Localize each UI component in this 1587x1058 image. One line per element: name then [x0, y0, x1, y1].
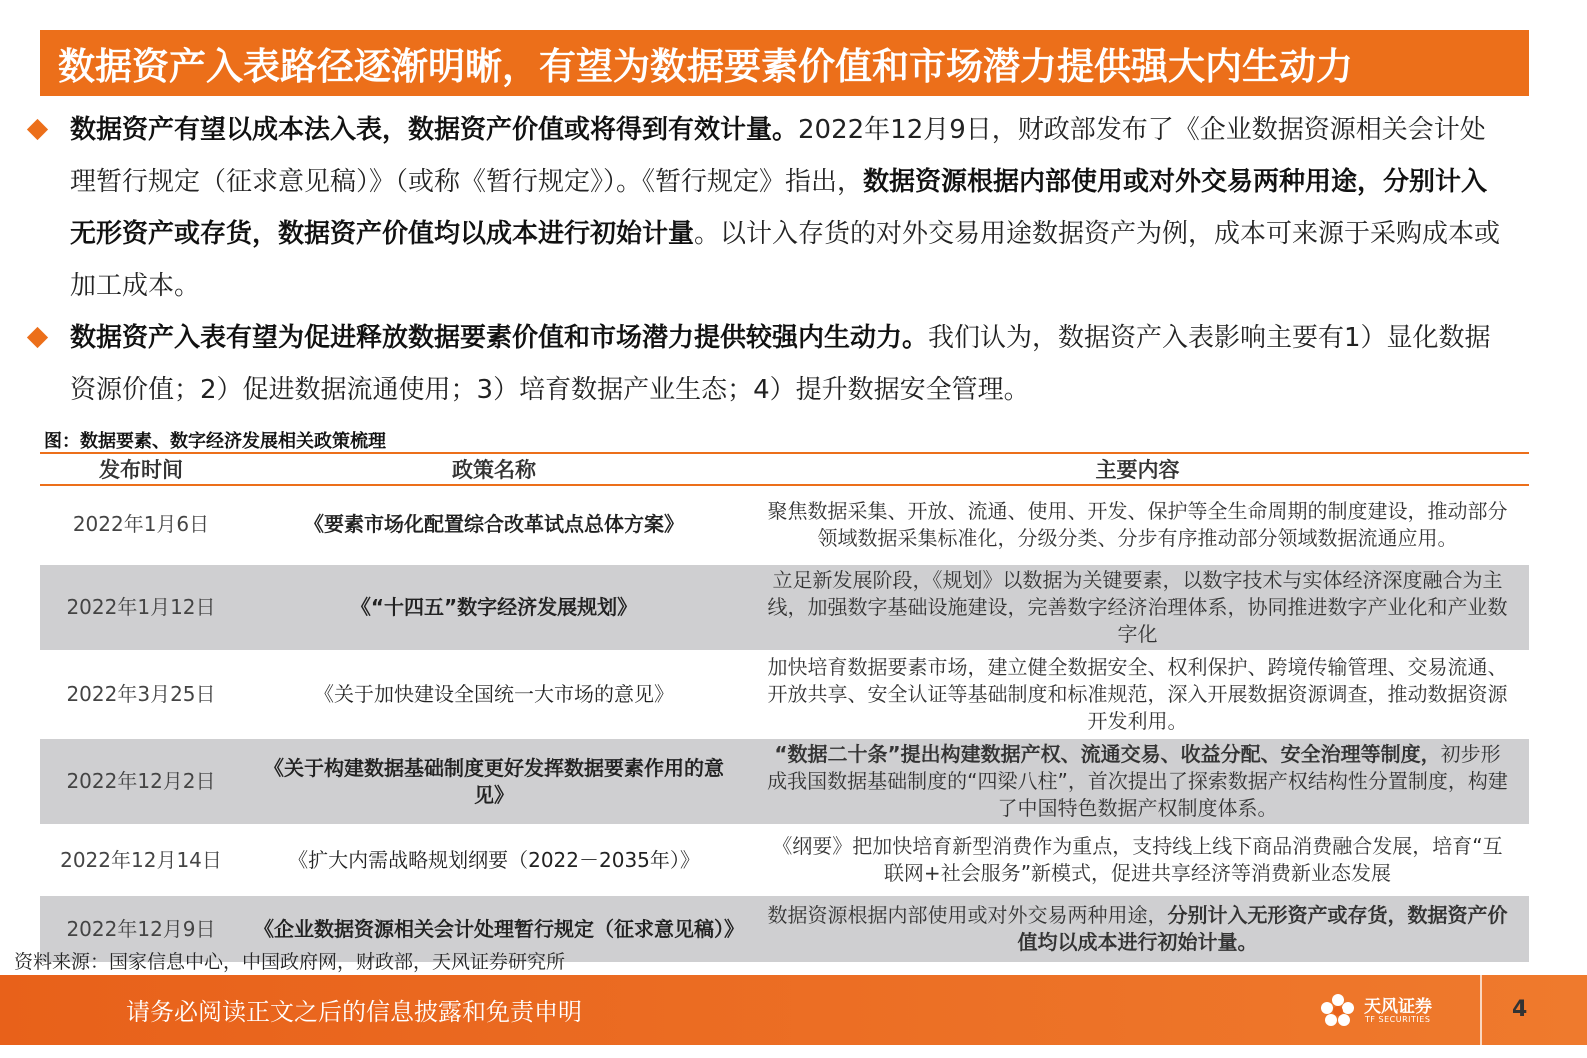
- table-row: [40, 651, 1529, 738]
- page-title: [40, 30, 1529, 96]
- bullet-item: [26, 312, 1506, 416]
- tf-flower-logo-icon: [1318, 991, 1358, 1031]
- cell-policy-name: 《扩大内需战略规划纲要（2022－2035年）》: [242, 825, 746, 895]
- figure-title: 图：数据要素、数字经济发展相关政策梳理: [44, 431, 386, 452]
- column-header-date: 发布时间: [40, 453, 242, 485]
- cell-date: 2022年12月14日: [40, 825, 242, 895]
- cell-date: 2022年12月2日: [40, 738, 242, 825]
- disclaimer-text: 请务必阅读正文之后的信息披露和免责申明: [126, 998, 582, 1026]
- cell-content-bold: 分别计入无形资产或存货，数据资产价值均以成本进行初始计量。: [1017, 903, 1508, 954]
- page-number: 4: [1512, 997, 1528, 1022]
- cell-content-text: 《纲要》把加快培育新型消费作为重点，支持线上线下商品消费融合发展，培育“互联网+社会服务”新模式，促进共享经济等消费新业态发展: [772, 834, 1503, 885]
- logo-cn-text: 天风证券: [1364, 997, 1432, 1017]
- bullet-bold-text: 数据资产有望以成本法入表，数据资产价值或将得到有效计量。: [70, 115, 799, 145]
- cell-content: [746, 738, 1529, 825]
- bullet-text: 2022年12月9日，财政部发布了《企业数据资源相关会计处理暂行规定（征求意见稿）》（或称《暂行规定》）。《暂行规定》指出，: [70, 115, 1486, 197]
- cell-content-text: 初步形成我国数据基础制度的“四梁八柱”，首次提出了探索数据产权结构性分置制度，构建了中国特色数据产权制度体系。: [767, 742, 1508, 820]
- cell-content-text: 加快培育数据要素市场，建立健全数据安全、权利保护、跨境传输管理、交易流通、开放共享、安全认证等基础制度和标准规范，深入开展数据资源调查，推动数据资源开发利用。: [767, 655, 1508, 733]
- bullet-bold-text: 数据资源根据内部使用或对外交易两种用途，分别计入无形资产或存货，数据资产价值均以成本进行初始计量: [70, 167, 1488, 249]
- logo-en-text: TF SECURITIES: [1365, 1015, 1431, 1024]
- cell-content-text: 聚焦数据采集、开放、流通、使用、开发、保护等全生命周期的制度建设，推动部分领域数据采集标准化，分级分类、分步有序推动部分领域数据流通应用。: [767, 498, 1508, 550]
- bullet-list: [26, 104, 1506, 416]
- cell-date: 2022年3月25日: [40, 651, 242, 738]
- cell-date: 2022年1月6日: [40, 485, 242, 564]
- policy-table: [40, 452, 1529, 964]
- bullet-text: 。以计入存货的对外交易用途数据资产为例，成本可来源于采购成本或加工成本。: [70, 219, 1501, 301]
- page-title-text: 数据资产入表路径逐渐明晰，有望为数据要素价值和市场潜力提供强大内生动力: [58, 45, 1353, 88]
- cell-date: 2022年12月9日: [40, 895, 242, 963]
- diamond-bullet-icon: [27, 327, 48, 348]
- company-logo: [1318, 991, 1468, 1031]
- cell-content-text: 立足新发展阶段，《规划》以数据为关键要素，以数字技术与实体经济深度融合为主线，加强数字基础设施建设，完善数字经济治理体系，协同推进数字产业化和产业数字化: [767, 568, 1508, 646]
- table-row: [40, 738, 1529, 825]
- cell-content: [746, 895, 1529, 963]
- column-header-content: 主要内容: [746, 453, 1529, 485]
- cell-policy-name: 《要素市场化配置综合改革试点总体方案》: [242, 485, 746, 564]
- cell-content: [746, 564, 1529, 651]
- footer-divider: [1480, 975, 1482, 1045]
- cell-content-text: 数据资源根据内部使用或对外交易两种用途，: [767, 903, 1168, 927]
- cell-content: [746, 651, 1529, 738]
- table-row: [40, 485, 1529, 564]
- table-row: [40, 564, 1529, 651]
- cell-content: [746, 485, 1529, 564]
- cell-content: [746, 825, 1529, 895]
- table-header-row: [40, 453, 1529, 485]
- cell-content-bold: “数据二十条”提出构建数据产权、流通交易、收益分配、安全治理等制度，: [774, 742, 1441, 766]
- bullet-text: 我们认为，数据资产入表影响主要有1）显化数据资源价值；2）促进数据流通使用；3）培育数据产业生态；4）提升数据安全管理。: [70, 323, 1491, 405]
- footer-bar: [0, 975, 1587, 1045]
- cell-policy-name: 《关于构建数据基础制度更好发挥数据要素作用的意见》: [242, 738, 746, 825]
- cell-policy-name: 《关于加快建设全国统一大市场的意见》: [242, 651, 746, 738]
- source-note: 资料来源：国家信息中心，中国政府网，财政部，天风证券研究所: [14, 951, 566, 973]
- cell-date: 2022年1月12日: [40, 564, 242, 651]
- cell-policy-name: 《“十四五”数字经济发展规划》: [242, 564, 746, 651]
- bullet-bold-text: 数据资产入表有望为促进释放数据要素价值和市场潜力提供较强内生动力。: [70, 323, 929, 353]
- column-header-policy: 政策名称: [242, 453, 746, 485]
- table-row: [40, 825, 1529, 895]
- cell-policy-name: 《企业数据资源相关会计处理暂行规定（征求意见稿）》: [242, 895, 746, 963]
- bullet-item: [26, 104, 1506, 312]
- diamond-bullet-icon: [27, 119, 48, 140]
